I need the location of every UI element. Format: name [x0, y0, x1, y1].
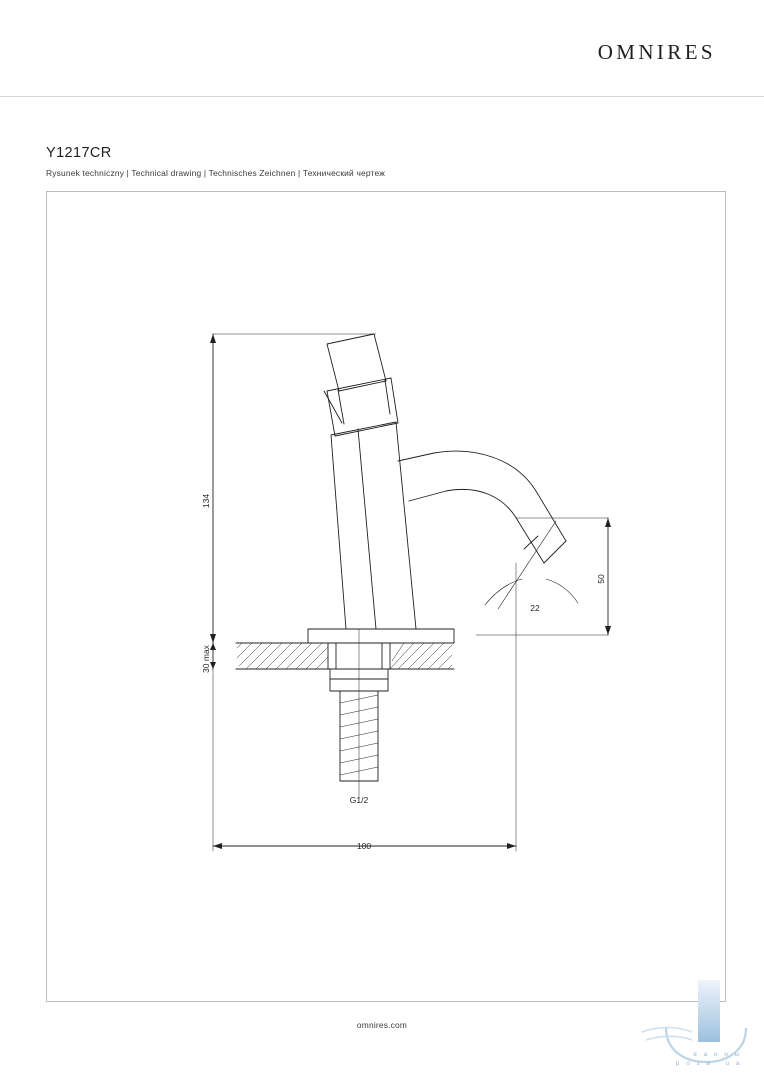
- faucet-technical-drawing-svg: [46, 191, 726, 1002]
- spout-lower: [409, 489, 544, 563]
- dim-134-arrow-top: [210, 334, 216, 343]
- dim-100-arrow-right: [507, 843, 516, 849]
- angle-leader: [498, 521, 556, 609]
- dim-label-100: 100: [356, 841, 372, 851]
- handle-cap-seam-2: [385, 380, 390, 414]
- spout-tip: [544, 541, 566, 563]
- dim-label-30-max: 30 max: [201, 645, 211, 673]
- handle-cap: [327, 334, 386, 391]
- body-seam: [358, 429, 376, 629]
- dim-label-134: 134: [201, 493, 211, 509]
- dim-50-arrow-bottom: [605, 626, 611, 635]
- dim-134-arrow-bottom: [210, 634, 216, 643]
- spout-tip-inner: [524, 536, 538, 549]
- dim-100-arrow-left: [213, 843, 222, 849]
- watermark-logo: [636, 966, 756, 1076]
- brand-logo: OMNIRES: [597, 40, 716, 64]
- base-flange: [308, 629, 454, 643]
- handle-cap-seam: [338, 390, 344, 424]
- countertop-hatch-right: [390, 643, 452, 669]
- watermark-text-line2: р о з а . u a: [675, 1060, 742, 1067]
- spout-upper: [398, 451, 566, 541]
- dim-label-22-angle: 22: [530, 603, 540, 613]
- dim-50-arrow-top: [605, 518, 611, 527]
- technical-drawing: [46, 191, 726, 1002]
- watermark-text-line1: в а н н ы: [693, 1051, 742, 1058]
- header-divider: [0, 96, 764, 97]
- countertop-hatch-left: [237, 643, 328, 669]
- footer-website[interactable]: omnires.com: [356, 1020, 408, 1030]
- dim-label-g12-thread: G1/2: [349, 795, 369, 805]
- watermark-text: [676, 1050, 742, 1068]
- angle-arc-right: [546, 579, 578, 603]
- product-code: Y1217CR: [46, 145, 112, 161]
- dim-label-50: 50: [596, 574, 606, 584]
- drawing-caption: Rysunek techniczny | Technical drawing | Technisches Zeichnen | Технический чертеж: [46, 168, 386, 178]
